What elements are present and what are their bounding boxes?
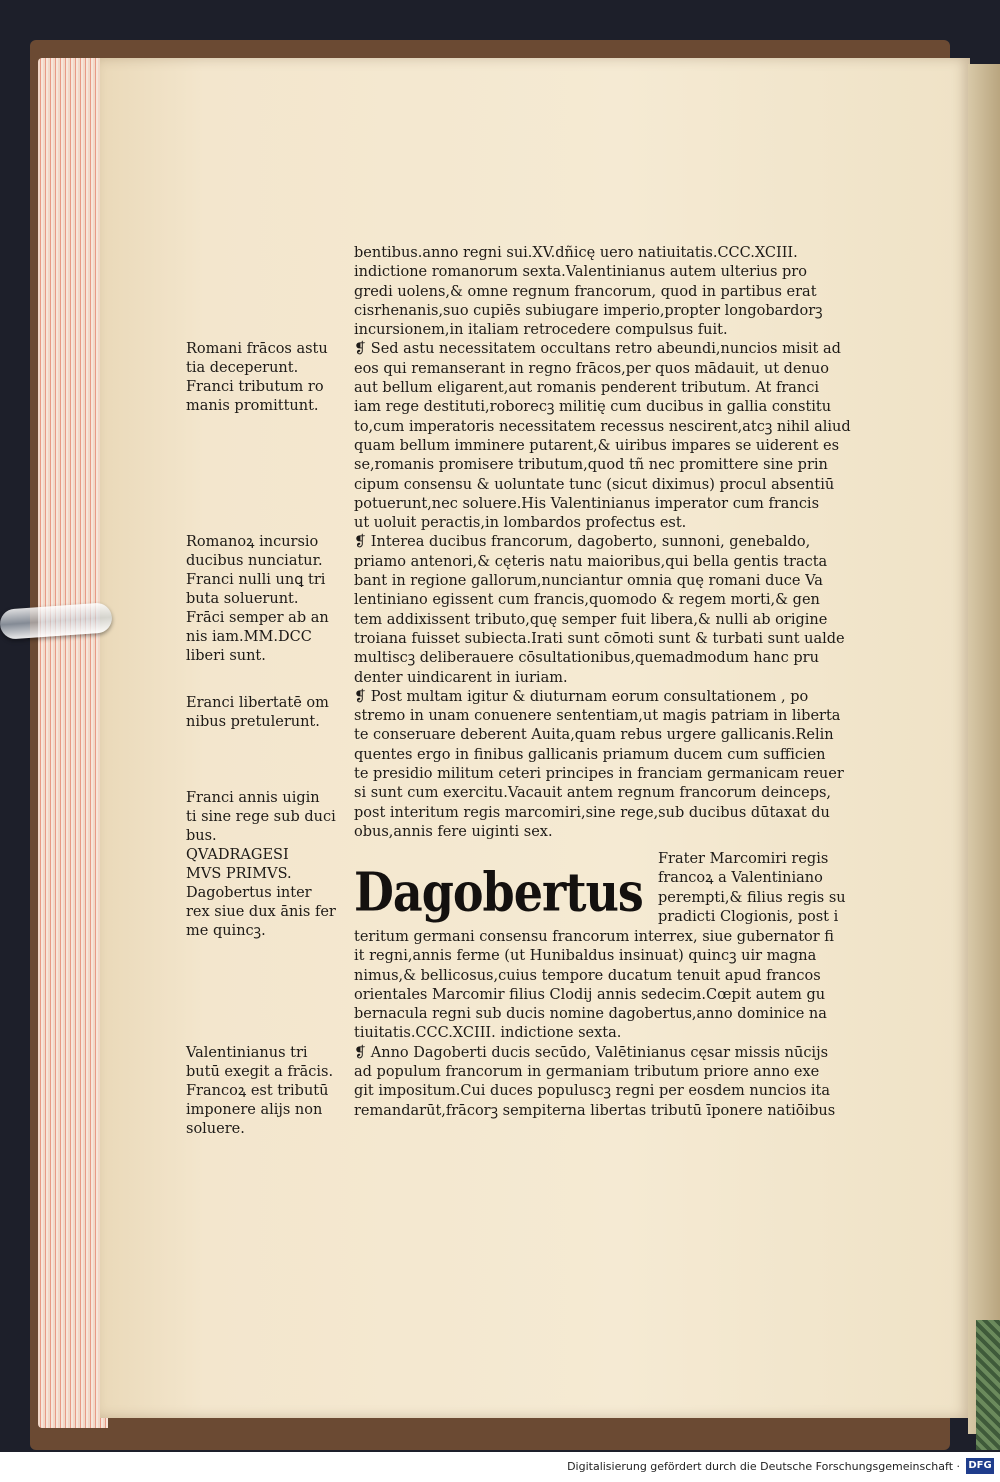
margin-note-4: Franci annis uigin ti sine rege sub duci bus. QVADRAGESI MVS PRIMVS. Dagobertus inter rex siue dux ānis fer me quincꝫ. [186,790,336,939]
margin-note-5: Valentinianus tri butū exegit a frācis. Francoꝝ est tributū imponere alijs non soluere. [186,1045,334,1137]
footer-bar [0,1452,1000,1482]
margin-note-2: Romanoꝝ incursio ducibus nunciatur. Franci nulli unꝗ tri buta soluerunt. Frāci semper ab an nis iam.MM.DCC liberi sunt. [186,534,329,664]
funding-notice: Digitalisierung gefördert durch die Deutsche Forschungsgemeinschaft · [567,1460,960,1473]
bookmark-ribbon [976,1320,1000,1450]
chapter-heading-dagobertus: Dagobertus [354,860,643,924]
facing-page-edge [968,64,1000,1434]
dfg-logo: DFG [966,1458,994,1474]
margin-note-3: Eranci libertatē om nibus pretulerunt. [186,695,329,730]
page-edges [38,58,108,1428]
main-text-block-1: bentibus.anno regni sui.XV.dñicę uero natiuitatis.CCC.XCIII. indictione romanorum sexta.Valentinianus autem ulterius pro gredi uolens,& omne regnum francorum, quod in partibus erat cisrhenanis,suo cupiēs subiugare imperio,propter longobardorꝫ incursionem,in italiam retrocedere compulsus fuit. ❡ Sed astu necessitatem occultans retro abeundi,nuncios misit ad eos qui remanserant in regno frācos,per quos mādauit, ut denuo aut bellum eligarent,aut romanis penderent tributum. At franci iam rege destituti,roborecꝫ militię cum ducibus in gallia constitu to,cum imperatoris necessitatem recessus nescirent,atcꝫ nihil aliud quam bellum imminere putarent,& uiribus impares se uiderent es se,romanis promisere tributum,quod tñ nec promittere sine prin cipum consensu & uoluntate tunc (sicut diximus) procul absentiū potuerunt,nec soluere.His Valentinianus imperator cum francis ut uoluit peractis,in lombardos profectus est. ❡ Interea ducibus francorum, dagoberto, sunnoni, genebaldo, priamo antenori,& cęteris natu maioribus,qui bella gentis tracta bant in regione gallorum,nunciantur omnia quę romani duce Va lentiniano egissent cum francis,quomodo & regem morti,& gen tem addixissent tributo,quę semper fuit libera,& nulli ab origine troiana fuisset subiecta.Irati sunt cōmoti sunt & turbati sunt ualde multiscꝫ deliberauere cōsultationibus,quemadmodum hanc pru denter uindicarent in iuriam. ❡ Post multam igitur & diuturnam eorum consultationem , po stremo in unam conuenere sententiam,ut magis patriam in liberta te conseruare deberent Auita,quam rebus urgere gallicanis.Relin quentes ergo in finibus gallicanis priamum ducem cum sufficien te presidio militum ceteri principes in franciam germanicam reuer si sunt cum exercitu.Vacauit antem regnum francorum deinceps, post interitum regis marcomiri,sine rege,sub ducibus dūtaxat du obus,annis fere uiginti sex. [354,245,851,840]
heading-side-text: Frater Marcomiri regis francoꝝ a Valentiniano perempti,& filius regis su pradicti Clogionis, post i [658,851,846,925]
main-text-block-2: teritum germani consensu francorum interrex, siue gubernator fi it regni,annis ferme (ut Hunibaldus insinuat) quincꝫ uir magna nimus,& bellicosus,cuius tempore ducatum tenuit apud francos orientales Marcomir filius Clodij annis sedecim.Cœpit autem gu bernacula regni sub ducis nomine dagobertus,anno dominice na tiuitatis.CCC.XCIII. indictione sexta. ❡ Anno Dagoberti ducis secūdo, Valētinianus cęsar missis nūcijs ad populum francorum in germaniam tributum priore anno exe git impositum.Cui duces populuscꝫ regni per eosdem nuncios ita remandarūt,frācorꝫ sempiterna libertas tributū īponere natiōibus [354,929,836,1119]
margin-note-1: Romani frācos astu tia deceperunt. Franci tributum ro manis promittunt. [186,341,328,414]
